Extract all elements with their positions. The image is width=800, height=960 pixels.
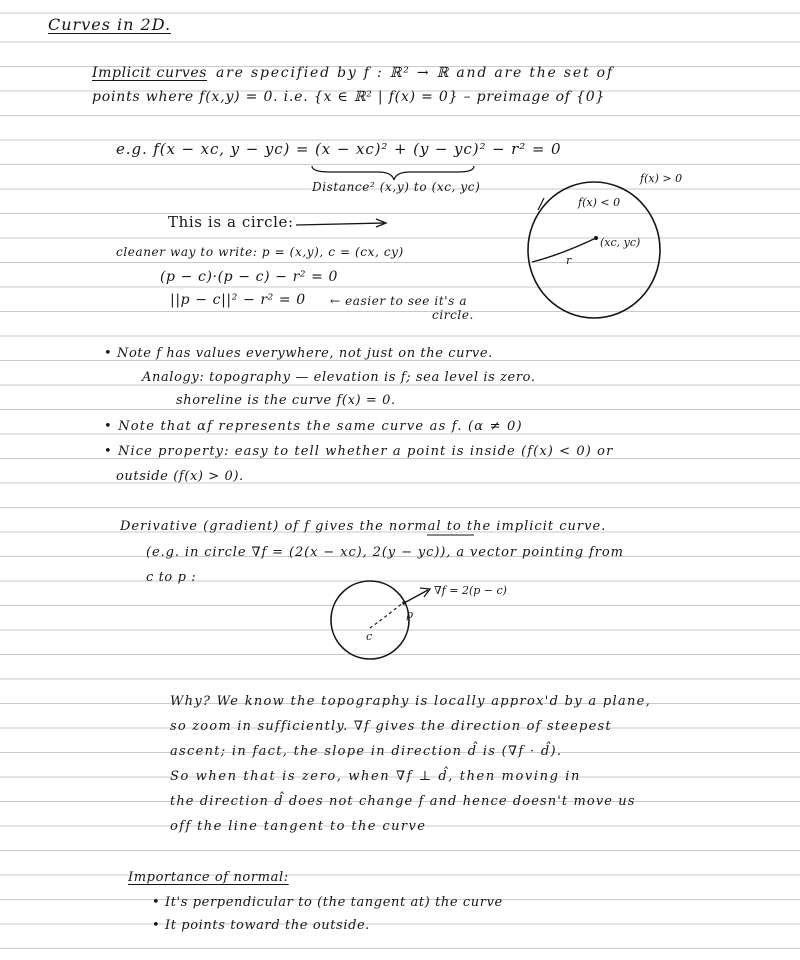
gradient-circle: [331, 581, 409, 659]
inside-label: f(x) < 0: [578, 196, 621, 209]
derivative-example: (e.g. in circle ∇f = (2(x − xc), 2(y − yc)), a vector pointing from: [146, 545, 624, 560]
note-line-1: are specified by f : ℝ² → ℝ and are the set of: [216, 65, 614, 81]
page-title: Curves in 2D.: [48, 15, 172, 34]
radius-label: r: [566, 254, 572, 267]
norm-equation: ||p − c||² − r² = 0: [170, 292, 306, 308]
importance-heading: Importance of normal:: [128, 870, 289, 885]
dot-product-equation: (p − c)·(p − c) − r² = 0: [160, 269, 339, 285]
easier-note: ← easier to see it's a: [330, 294, 468, 308]
why-line-1: Why? We know the topography is locally approx'd by a plane,: [170, 694, 652, 709]
why-line-4: So when that is zero, when ∇f ⊥ d̂, then moving in: [170, 769, 581, 784]
outside-label: f(x) > 0: [640, 172, 683, 185]
importance-outside: • It points toward the outside.: [152, 918, 371, 933]
p-label: p: [406, 608, 414, 621]
derivative-line: Derivative (gradient) of f gives the normal to the implicit curve.: [120, 519, 607, 534]
center-label: (xc, yc): [600, 236, 641, 249]
why-line-5: the direction d̂ does not change f and hence doesn't move us: [170, 794, 636, 809]
why-line-3: ascent; in fact, the slope in direction d̂ is (∇f · d̂).: [170, 744, 563, 759]
bullet-alpha-f: • Note that αf represents the same curve as f. (α ≠ 0): [104, 419, 523, 434]
importance-perpendicular: • It's perpendicular to (the tangent at) the curve: [152, 895, 503, 910]
note-line-2: points where f(x,y) = 0. i.e. {x ∈ ℝ² | f(x) = 0} – preimage of {0}: [92, 89, 606, 105]
shoreline-line: shoreline is the curve f(x) = 0.: [176, 393, 396, 408]
brace-annotation: Distance² (x,y) to (xc, yc): [312, 180, 481, 194]
p-dot: [402, 601, 406, 605]
derivative-c-to-p: c to p :: [146, 570, 197, 585]
bullet-nice-property: • Nice property: easy to tell whether a point is inside (f(x) < 0) or: [104, 444, 614, 459]
c-label: c: [366, 630, 373, 643]
circle-arrow: [296, 223, 384, 225]
center-dot: [594, 236, 598, 240]
implicit-curves-term: Implicit curves: [92, 65, 208, 81]
example-equation: e.g. f(x − xc, y − yc) = (x − xc)² + (y − yc)² − r² = 0: [116, 140, 562, 158]
cleaner-way: cleaner way to write: p = (x,y), c = (cx, cy): [116, 245, 404, 259]
why-line-2: so zoom in sufficiently. ∇f gives the direction of steepest: [170, 719, 612, 734]
bullet-values-everywhere: • Note f has values everywhere, not just on the curve.: [104, 346, 493, 361]
radius-line: [532, 238, 596, 262]
distance-brace: [312, 166, 474, 180]
easier-note-2: circle.: [432, 308, 474, 322]
bullet-nice-property-2: outside (f(x) > 0).: [116, 469, 244, 484]
why-line-6: off the line tangent to the curve: [170, 819, 427, 834]
circle-statement: This is a circle:: [168, 213, 294, 231]
c-to-p-dashed: [370, 602, 404, 628]
analogy-line: Analogy: topography — elevation is f; sea level is zero.: [142, 370, 536, 385]
gradient-label: ∇f = 2(p − c): [434, 584, 507, 597]
gradient-arrowhead: [420, 588, 430, 597]
